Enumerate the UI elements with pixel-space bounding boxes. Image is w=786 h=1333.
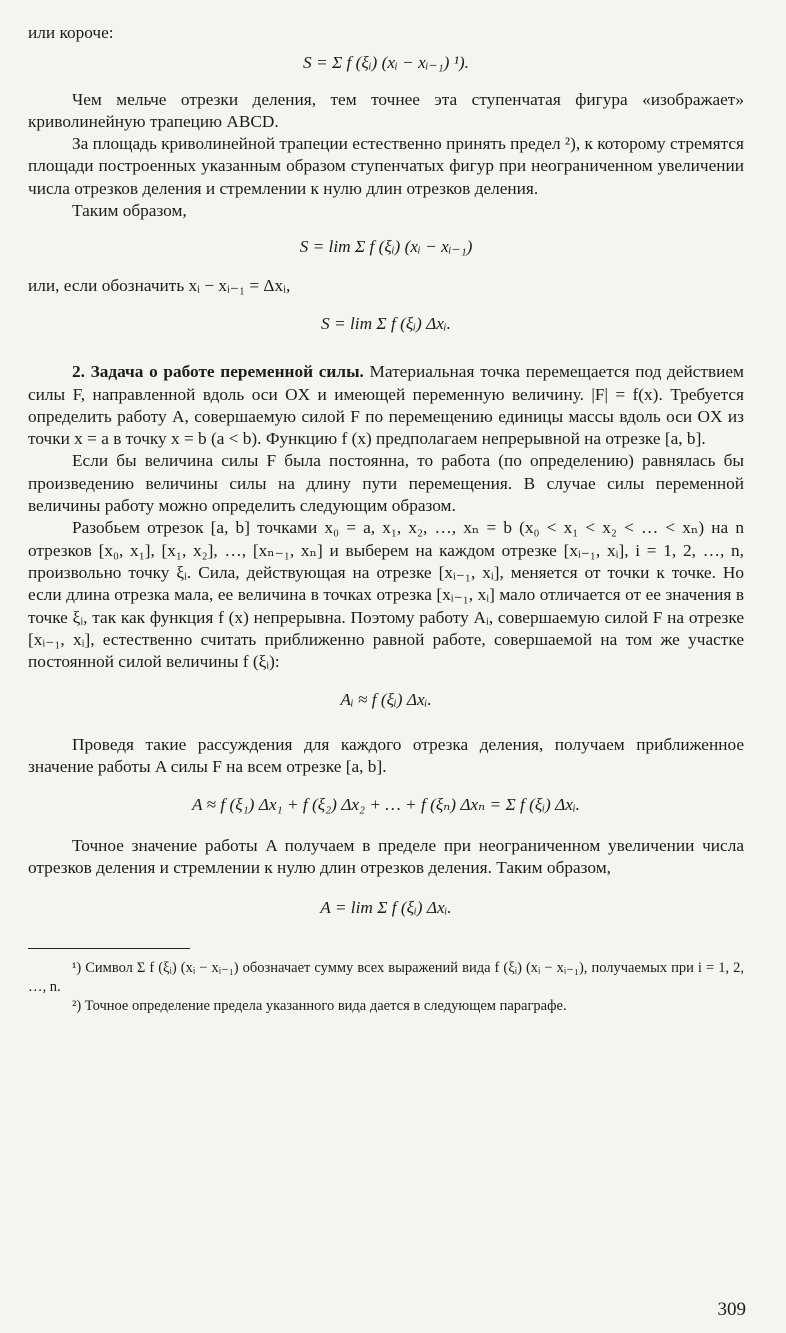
paragraph-2: За площадь криволинейной трапеции естественно принять предел ²), к которому стремятся площади построенных указанным образом ступенчатых фигур при неограниченном увеличении числа отрезков деления и стремлении к нулю длин отрезков деления. [28, 134, 744, 198]
paragraph-1: Чем мельче отрезки деления, тем точнее эта ступенчатая фигура «изображает» криволинейную трапецию ABCD. [28, 89, 744, 131]
formula-text: A = lim Σ f (ξᵢ) Δxᵢ. [320, 898, 452, 918]
formula-text: Aᵢ ≈ f (ξᵢ) Δxᵢ. [340, 690, 432, 710]
paragraph-5-text: Материальная точка перемещается под действием силы F, направленной вдоль оси OX и имеющей переменную величину. |F| = f(x). Требуется определить работу A, совершаемую силой F по перемещению единицы массы вдоль оси OX из точки x = a в точку x = b (a < b). Функцию f (x) предполагаем непрерывной на отрезке [a, b]. [28, 362, 744, 449]
formula-text: A ≈ f (ξ₁) Δx₁ + f (ξ₂) Δx₂ + … + f (ξₙ) Δxₙ = Σ f (ξᵢ) Δxᵢ. [191, 795, 581, 815]
footnote-2: ²) Точное определение предела указанного вида дается в следующем параграфе. [72, 997, 567, 1014]
formula-work-limit [28, 897, 744, 919]
formula-limit-dx [28, 313, 744, 335]
paragraph-8: Проведя такие рассуждения для каждого отрезка деления, получаем приближенное значение работы A силы F на всем отрезке [a, b]. [28, 734, 744, 777]
intro-line: или короче: [28, 23, 114, 42]
paragraph-9: Точное значение работы A получаем в пределе при неограниченном увеличении числа отрезков деления и стремлении к нулю длин отрезков деления. Таким образом, [28, 835, 744, 877]
paragraph-5 [28, 361, 744, 450]
main-text [28, 22, 744, 1016]
footnote-1: ¹) Символ Σ f (ξᵢ) (xᵢ − xᵢ₋₁) обозначает сумму всех выражений вида f (ξᵢ) (xᵢ − xᵢ₋₁), получаемых при i = 1, 2, …, n. [28, 959, 744, 995]
page-number: 309 [717, 1299, 746, 1320]
paragraph-6: Если бы величина силы F была постоянна, то работа (по определению) равнялась бы произведению величины силы на длину пути перемещения. В случае силы переменной величины работу можно определить следующим образом. [28, 451, 744, 516]
formula-text: S = Σ f (ξᵢ) (xᵢ − xᵢ₋₁) ¹). [303, 53, 469, 73]
formula-work-approx [28, 689, 744, 711]
section-heading: 2. Задача о работе переменной силы. [72, 362, 364, 382]
footnote-divider [28, 948, 190, 949]
formula-text: S = lim Σ f (ξᵢ) (xᵢ − xᵢ₋₁) [299, 237, 473, 257]
formula-work-sum [28, 794, 744, 816]
paragraph-3: Таким образом, [72, 201, 187, 221]
formula-text: S = lim Σ f (ξᵢ) Δxᵢ. [321, 313, 451, 333]
paragraph-7: Разобьем отрезок [a, b] точками x₀ = a, x₁, x₂, …, xₙ = b (x₀ < x₁ < x₂ < … < xₙ) на n отрезков [x₀, x₁], [x₁, x₂], …, [xₙ₋₁, xₙ] и выберем на каждом отрезке [xᵢ₋₁, xᵢ], i = 1, 2, …, n, произвольно точку ξᵢ. Сила, действующая на отрезке [xᵢ₋₁, xᵢ], меняется от точки к точке. Но если длина отрезка мала, ее величина в точках отрезка [xᵢ₋₁, xᵢ] мало отличается от ее значения в точке ξᵢ, так как функция f (x) непрерывна. Поэтому работу Aᵢ, совершаемую силой F на отрезке [xᵢ₋₁, xᵢ], естественно считать приближенно равной работе, совершаемой на том же участке постоянной силой величины f (ξᵢ): [28, 518, 744, 672]
formula-sum-area [28, 52, 744, 74]
paragraph-4: или, если обозначить xᵢ − xᵢ₋₁ = Δxᵢ, [28, 275, 291, 295]
formula-limit-area [28, 236, 744, 258]
